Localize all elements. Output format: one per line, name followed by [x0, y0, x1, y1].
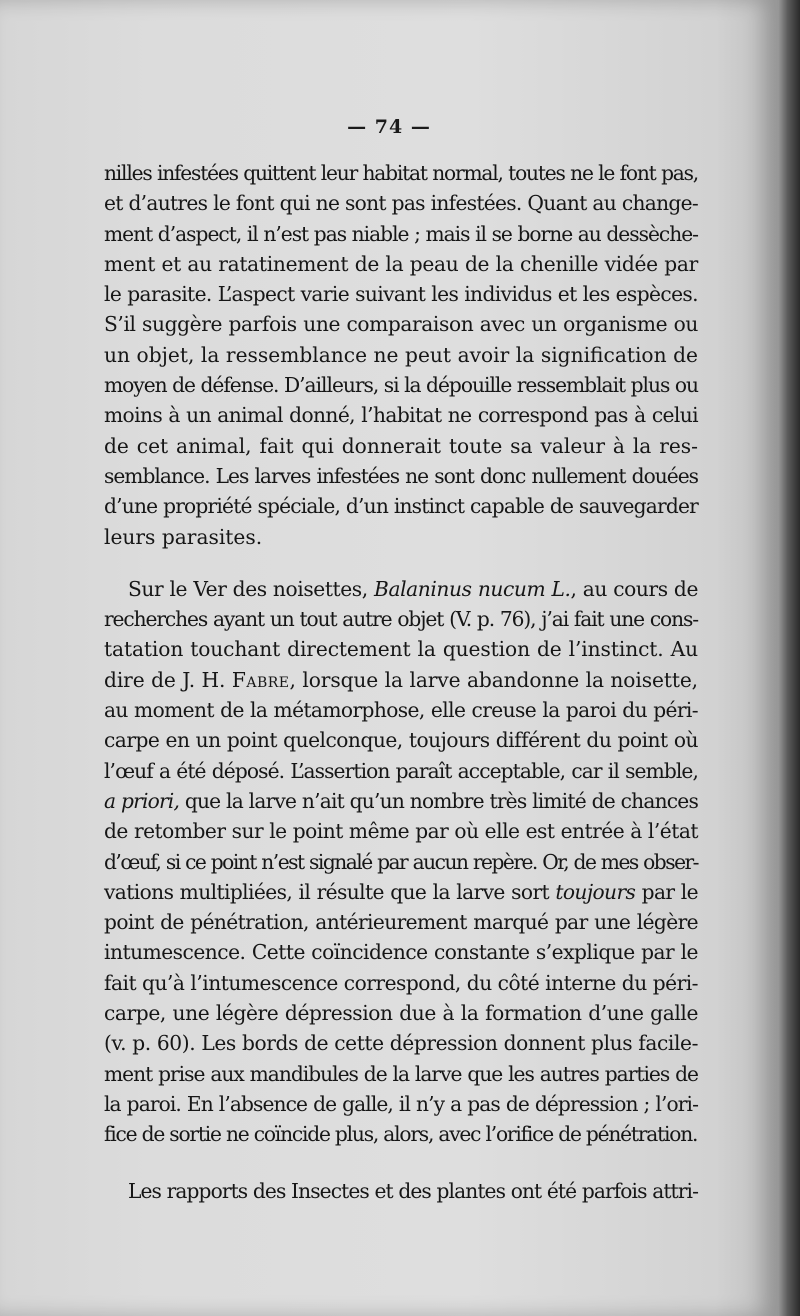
text-run: Sur le Ver des noisettes,	[128, 576, 375, 601]
text-line: le parasite. L’aspect varie suivant les individus et les espèces.	[104, 282, 698, 307]
book-spine-shadow	[778, 0, 800, 1316]
paragraph-2	[104, 574, 698, 1150]
text-run: dire de J. H.	[104, 667, 232, 692]
text-run: vations multipliées, il résulte que la larve sort	[104, 879, 556, 904]
page-text	[104, 158, 698, 1206]
species-name: Balaninus nucum L.	[374, 576, 571, 601]
page-number: — 74 —	[347, 116, 431, 138]
text-line: recherches ayant un tout autre objet (V. p. 76), j’ai fait une cons-	[104, 607, 698, 632]
text-line: moins à un animal donné, l’habitat ne correspond pas à celui	[104, 403, 698, 428]
text-line: d’une propriété spéciale, d’un instinct capable de sauvegarder	[104, 494, 698, 519]
text-run: , au cours de	[570, 576, 698, 601]
text-line: semblance. Les larves infestées ne sont donc nullement douées	[104, 463, 698, 488]
text-line: (v. p. 60). Les bords de cette dépression donnent plus facile-	[104, 1031, 698, 1056]
latin-phrase: a priori,	[104, 788, 180, 813]
emphasis: toujours	[555, 879, 636, 904]
paragraph-3	[104, 1176, 698, 1206]
text-line: point de pénétration, antérieurement marqué par une légère	[104, 910, 698, 935]
text-line: Les rapports des Insectes et des plantes ont été parfois attri-	[128, 1178, 698, 1203]
text-line: ment prise aux mandibules de la larve que les autres parties de	[104, 1061, 698, 1086]
author-name: Fabre	[231, 667, 290, 692]
paragraph-1	[104, 158, 698, 552]
text-line: d’œuf, si ce point n’est signalé par aucun repère. Or, de mes obser-	[104, 849, 698, 874]
paragraph-gap	[104, 552, 698, 574]
text-run: , lorsque la larve abandonne la noisette,	[289, 667, 699, 692]
paragraph-gap	[104, 1150, 698, 1176]
text-line: carpe en un point quelconque, toujours différent du point où	[104, 728, 698, 753]
text-run: que la larve n’ait qu’un nombre très limité de chances	[179, 788, 698, 813]
text-line: intumescence. Cette coïncidence constante s’explique par le	[104, 940, 698, 965]
text-line: nilles infestées quittent leur habitat normal, toutes ne le font pas,	[104, 161, 698, 185]
text-line: au moment de la métamorphose, elle creuse la paroi du péri-	[104, 698, 698, 723]
text-line	[104, 786, 698, 816]
text-line: ment d’aspect, il n’est pas niable ; mais il se borne au dessèche-	[104, 221, 698, 246]
text-line: fice de sortie ne coïncide plus, alors, avec l’orifice de pénétration.	[104, 1122, 698, 1147]
text-line: tatation touchant directement la question de l’instinct. Au	[104, 637, 698, 662]
text-line	[104, 574, 698, 604]
text-line: un objet, la ressemblance ne peut avoir la signification de	[104, 342, 698, 367]
text-line: et d’autres le font qui ne sont pas infestées. Quant au change-	[104, 191, 698, 216]
text-line: fait qu’à l’intumescence correspond, du côté interne du péri-	[104, 970, 698, 995]
text-line	[104, 877, 698, 907]
text-line: ment et au ratatinement de la peau de la chenille vidée par	[104, 251, 698, 276]
text-line: de retomber sur le point même par où elle est entrée à l’état	[104, 819, 698, 844]
text-line: carpe, une légère dépression due à la formation d’une galle	[104, 1001, 698, 1026]
text-line: la paroi. En l’absence de galle, il n’y a pas de dépression ; l’ori-	[104, 1091, 698, 1116]
text-line	[104, 665, 698, 695]
text-line: de cet animal, fait qui donnerait toute sa valeur à la res-	[104, 433, 698, 458]
text-line: moyen de défense. D’ailleurs, si la dépouille ressemblait plus ou	[104, 373, 698, 398]
text-line: S’il suggère parfois une comparaison avec un organisme ou	[104, 312, 698, 337]
text-line: leurs parasites.	[104, 524, 263, 549]
text-line: l’œuf a été déposé. L’assertion paraît acceptable, car il semble,	[104, 758, 698, 783]
text-run: par le	[635, 879, 698, 904]
